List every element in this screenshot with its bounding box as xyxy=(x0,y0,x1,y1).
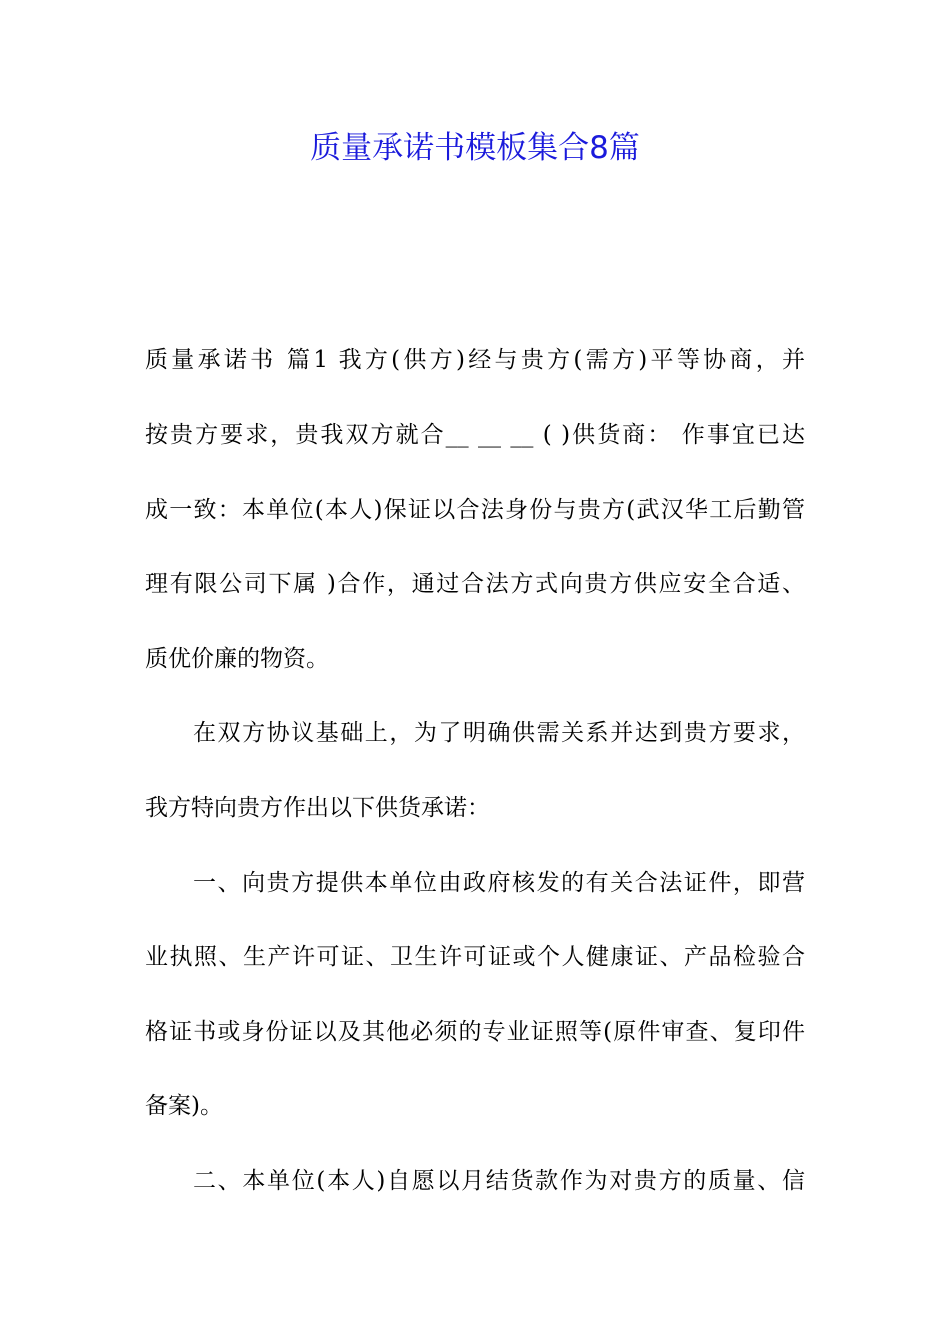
paragraph-line: 成一致：本单位(本人)保证以合法身份与贵方(武汉华工后勤管 xyxy=(145,497,805,523)
paragraph-line: 二、本单位(本人)自愿以月结货款作为对贵方的质量、信 xyxy=(193,1168,805,1194)
paragraph-line: 我方特向贵方作出以下供货承诺： xyxy=(145,795,490,821)
paragraph-line: 业执照、生产许可证、卫生许可证或个人健康证、产品检验合 xyxy=(145,944,805,970)
paragraph-line: 理有限公司下属 )合作，通过合法方式向贵方供应安全合适、 xyxy=(145,571,805,597)
paragraph-line: 一、向贵方提供本单位由政府核发的有关合法证件，即营 xyxy=(193,870,805,896)
paragraph-line: 质优价廉的物资。 xyxy=(145,646,329,672)
paragraph-line: 格证书或身份证以及其他必须的专业证照等(原件审查、复印件 xyxy=(145,1019,805,1045)
paragraph-line: 按贵方要求，贵我双方就合__ __ __ ( )供货商： 作事宜已达 xyxy=(145,422,805,448)
paragraph-line: 备案)。 xyxy=(145,1093,223,1119)
document-title: 质量承诺书模板集合8篇 xyxy=(310,130,640,166)
paragraph-line: 在双方协议基础上，为了明确供需关系并达到贵方要求， xyxy=(193,720,805,746)
paragraph-line: 质量承诺书 篇1 我方(供方)经与贵方(需方)平等协商，并 xyxy=(145,347,805,373)
